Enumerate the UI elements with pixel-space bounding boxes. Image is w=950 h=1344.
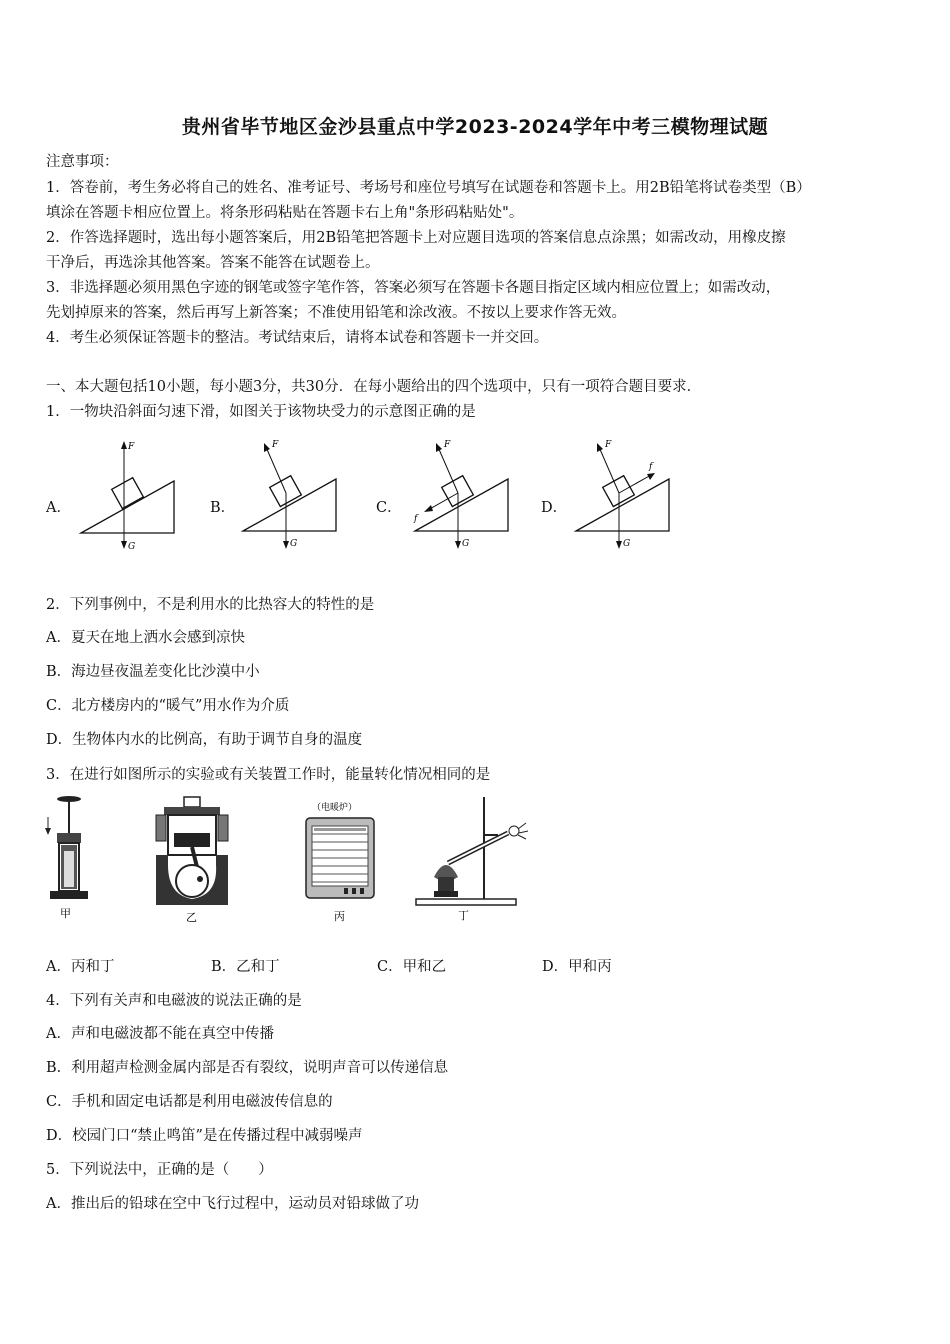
svg-text:F: F — [128, 442, 135, 452]
q5-option-a: A．推出后的铅球在空中飞行过程中，运动员对铅球做了功 — [46, 1196, 419, 1212]
q2-option-b: B．海边昼夜温差变化比沙漠中小 — [46, 664, 260, 680]
q1-option-d: D． — [541, 500, 568, 516]
section-heading: 一、本大题包括10小题，每小题3分，共30分．在每小题给出的四个选项中，只有一项符合题目要求． — [46, 379, 702, 395]
q2-stem: 2．下列事例中，不是利用水的比热容大的特性的是 — [46, 597, 375, 613]
q4-option-b: B．利用超声检测金属内部是否有裂纹，说明声音可以传递信息 — [46, 1060, 449, 1076]
notice-line: 2．作答选择题时，选出每小题答案后，用2B铅笔把答题卡上对应题目选项的答案信息点涂黑；如需改动，用橡皮擦 — [46, 230, 786, 246]
q1-figure-c — [412, 435, 522, 555]
q1-stem: 1．一物块沿斜面匀速下滑，如图关于该物块受力的示意图正确的是 — [46, 404, 476, 420]
q3-figure-ding — [408, 795, 538, 925]
q3-figure-yi — [150, 795, 240, 925]
q1-option-a: A． — [46, 500, 71, 516]
q5-stem: 5．下列说法中，正确的是（ ） — [46, 1162, 273, 1178]
svg-text:F: F — [444, 440, 451, 450]
svg-text:F: F — [272, 440, 279, 450]
svg-text:G: G — [623, 539, 631, 549]
svg-text:G: G — [462, 539, 470, 549]
notice-line: 先划掉原来的答案，然后再写上新答案；不准使用铅笔和涂改液。不按以上要求作答无效。 — [46, 305, 626, 321]
svg-text:F: F — [605, 440, 612, 450]
q3-option-b: B．乙和丁 — [211, 959, 280, 975]
q2-option-a: A．夏天在地上洒水会感到凉快 — [46, 630, 245, 646]
svg-text:f: f — [414, 514, 418, 524]
q1-option-b: B． — [210, 500, 236, 516]
q2-option-c: C．北方楼房内的“暖气”用水作为介质 — [46, 698, 290, 714]
q3-option-a: A．丙和丁 — [46, 959, 115, 975]
q4-option-d: D．校园门口“禁止鸣笛”是在传播过程中减弱噪声 — [46, 1128, 363, 1144]
svg-text:丙: 丙 — [334, 910, 345, 923]
notice-heading: 注意事项： — [46, 154, 119, 170]
q3-option-c: C．甲和乙 — [377, 959, 447, 975]
svg-text:G: G — [128, 542, 136, 552]
q3-figure-bing — [300, 800, 380, 925]
q4-option-a: A．声和电磁波都不能在真空中传播 — [46, 1026, 274, 1042]
svg-text:甲: 甲 — [60, 907, 71, 920]
q3-stem: 3．在进行如图所示的实验或有关装置工作时，能量转化情况相同的是 — [46, 767, 491, 783]
q4-stem: 4．下列有关声和电磁波的说法正确的是 — [46, 993, 302, 1009]
svg-text:G: G — [290, 539, 298, 549]
q2-option-d: D．生物体内水的比例高，有助于调节自身的温度 — [46, 732, 363, 748]
notice-line: 1．答卷前，考生务必将自己的姓名、准考证号、考场号和座位号填写在试题卷和答题卡上。用2B铅笔将试卷类型（B） — [46, 180, 811, 196]
q1-figure-d — [573, 435, 683, 555]
q3-option-d: D．甲和丙 — [542, 959, 612, 975]
notice-line: 填涂在答题卡相应位置上。将条形码粘贴在答题卡右上角"条形码粘贴处"。 — [46, 205, 524, 221]
notice-line: 干净后，再选涂其他答案。答案不能答在试题卷上。 — [46, 255, 380, 271]
svg-text:f: f — [649, 462, 653, 472]
page-title: 贵州省毕节地区金沙县重点中学2023-2024学年中考三模物理试题 — [181, 116, 769, 138]
notice-line: 3．非选择题必须用黑色字迹的钢笔或签字笔作答，答案必须写在答题卡各题目指定区域内相应位置上；如需改动， — [46, 280, 781, 296]
q1-figure-a — [76, 435, 186, 555]
q4-option-c: C．手机和固定电话都是利用电磁波传信息的 — [46, 1094, 333, 1110]
q3-figure-jia — [42, 795, 102, 925]
svg-text:（电暖炉）: （电暖炉） — [312, 803, 358, 813]
q1-option-c: C． — [376, 500, 402, 516]
svg-text:丁: 丁 — [458, 909, 469, 922]
notice-line: 4．考生必须保证答题卡的整洁。考试结束后，请将本试卷和答题卡一并交回。 — [46, 330, 549, 346]
q1-figure-b — [240, 435, 350, 555]
svg-text:乙: 乙 — [186, 911, 197, 924]
